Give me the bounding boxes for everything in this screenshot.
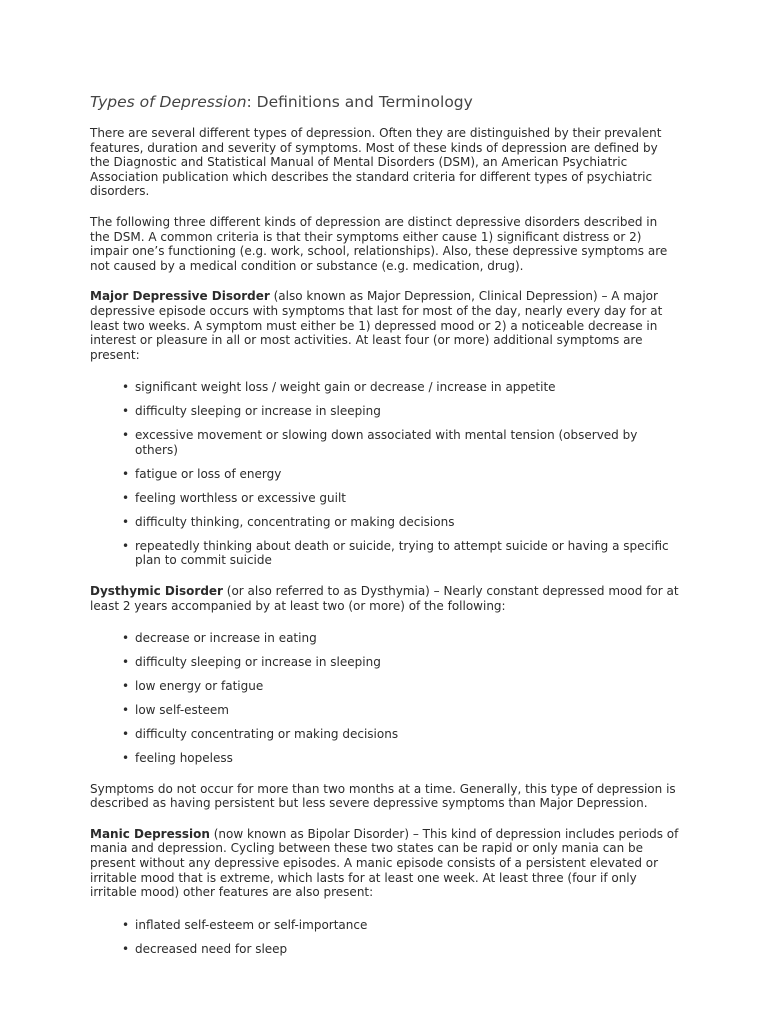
section-heading: Manic Depression bbox=[90, 826, 210, 841]
list-item bbox=[122, 631, 682, 646]
list-item-text: repeatedly thinking about death or suicide, trying to attempt suicide or having a specific plan to commit suicide bbox=[135, 538, 669, 568]
list-item bbox=[122, 751, 682, 766]
list-item-text: low energy or fatigue bbox=[135, 679, 264, 694]
bullet: • bbox=[122, 404, 130, 419]
bullet: • bbox=[122, 466, 130, 481]
bullet: • bbox=[122, 490, 130, 505]
bullet: • bbox=[122, 727, 130, 742]
list-item-text: low self-esteem bbox=[135, 703, 229, 718]
list-item-text: decreased need for sleep bbox=[135, 941, 288, 956]
symptom-list bbox=[90, 631, 682, 766]
list-item-text: difficulty concentrating or making decisions bbox=[135, 727, 399, 742]
bullet: • bbox=[122, 655, 130, 670]
section-text: (now known as Bipolar Disorder) – This kind of depression includes periods of mania and depression. Cycling between these two states can be rapid or only mania can be present without any depressive episodes. A manic episode consists of a persistent elevated or irritable mood that is extreme, which lasts for at least one week. At least three (four if only irritable mood) other features are also present: bbox=[90, 826, 679, 900]
list-item bbox=[122, 428, 682, 457]
list-item-text: significant weight loss / weight gain or decrease / increase in appetite bbox=[135, 380, 556, 395]
bullet: • bbox=[122, 703, 130, 718]
list-item bbox=[122, 679, 682, 694]
title-italic: Types of Depression bbox=[90, 93, 247, 111]
list-item bbox=[122, 918, 682, 933]
symptom-list bbox=[90, 918, 682, 957]
bullet: • bbox=[122, 941, 130, 956]
list-item-text: feeling hopeless bbox=[135, 751, 233, 766]
section-heading: Major Depressive Disorder bbox=[90, 289, 270, 304]
section-paragraph bbox=[90, 584, 680, 613]
list-item bbox=[122, 467, 682, 482]
bullet: • bbox=[122, 380, 130, 395]
section-paragraph bbox=[90, 289, 680, 362]
section-text: (also known as Major Depression, Clinical Depression) – A major depressive episode occurs with symptoms that last for most of the day, nearly every day for at least two weeks. A symptom must either be 1) depressed mood or 2) a noticeable decrease in interest or pleasure in all or most activities. At least four (or more) additional symptoms are present: bbox=[90, 289, 663, 362]
list-item bbox=[122, 491, 682, 506]
bullet: • bbox=[122, 751, 130, 766]
list-item-text: difficulty thinking, concentrating or making decisions bbox=[135, 514, 455, 529]
list-item bbox=[122, 655, 682, 670]
bullet: • bbox=[122, 679, 130, 694]
list-item-text: difficulty sleeping or increase in sleeping bbox=[135, 655, 381, 670]
bullet: • bbox=[122, 428, 130, 443]
bullet: • bbox=[122, 631, 130, 646]
list-item-text: excessive movement or slowing down associated with mental tension (observed by others) bbox=[135, 428, 638, 457]
bullet: • bbox=[122, 538, 130, 553]
intro-paragraph: The following three different kinds of depression are distinct depressive disorders described in the DSM. A common criteria is that their symptoms either cause 1) significant distress or 2) impair one’s functioning (e.g. work, school, relationships). Also, these depressive symptoms are not caused by a medical condition or substance (e.g. medication, drug). bbox=[90, 214, 668, 273]
list-item-text: difficulty sleeping or increase in sleeping bbox=[135, 404, 381, 419]
section-heading: Dysthymic Disorder bbox=[90, 584, 223, 598]
list-item bbox=[122, 404, 682, 419]
section-paragraph bbox=[90, 827, 680, 900]
list-item bbox=[122, 380, 682, 395]
bullet: • bbox=[122, 917, 130, 932]
list-item-text: fatigue or loss of energy bbox=[135, 466, 282, 481]
section-closing-paragraph: Symptoms do not occur for more than two months at a time. Generally, this type of depression is described as having persistent but less severe depressive symptoms than Major Depression. bbox=[90, 781, 676, 811]
symptom-list bbox=[90, 380, 682, 568]
section-text: (or also referred to as Dysthymia) – Nearly constant depressed mood for at least 2 years accompanied by at least two (or more) of the following: bbox=[90, 584, 679, 613]
intro-paragraph: There are several different types of depression. Often they are distinguished by their prevalent features, duration and severity of symptoms. Most of these kinds of depression are defined by the Diagnostic and Statistical Manual of Mental Disorders (DSM), an American Psychiatric Association publication which describes the standard criteria for different types of psychiatric disorders. bbox=[90, 126, 662, 199]
list-item bbox=[122, 727, 682, 742]
list-item bbox=[122, 539, 682, 568]
list-item bbox=[122, 703, 682, 718]
list-item bbox=[122, 515, 682, 530]
page-title bbox=[90, 92, 768, 112]
list-item-text: feeling worthless or excessive guilt bbox=[135, 490, 346, 505]
list-item bbox=[122, 942, 682, 957]
title-rest: : Definitions and Terminology bbox=[246, 93, 473, 111]
list-item-text: inflated self-esteem or self-importance bbox=[135, 917, 368, 932]
bullet: • bbox=[122, 514, 130, 529]
list-item-text: decrease or increase in eating bbox=[135, 631, 317, 646]
